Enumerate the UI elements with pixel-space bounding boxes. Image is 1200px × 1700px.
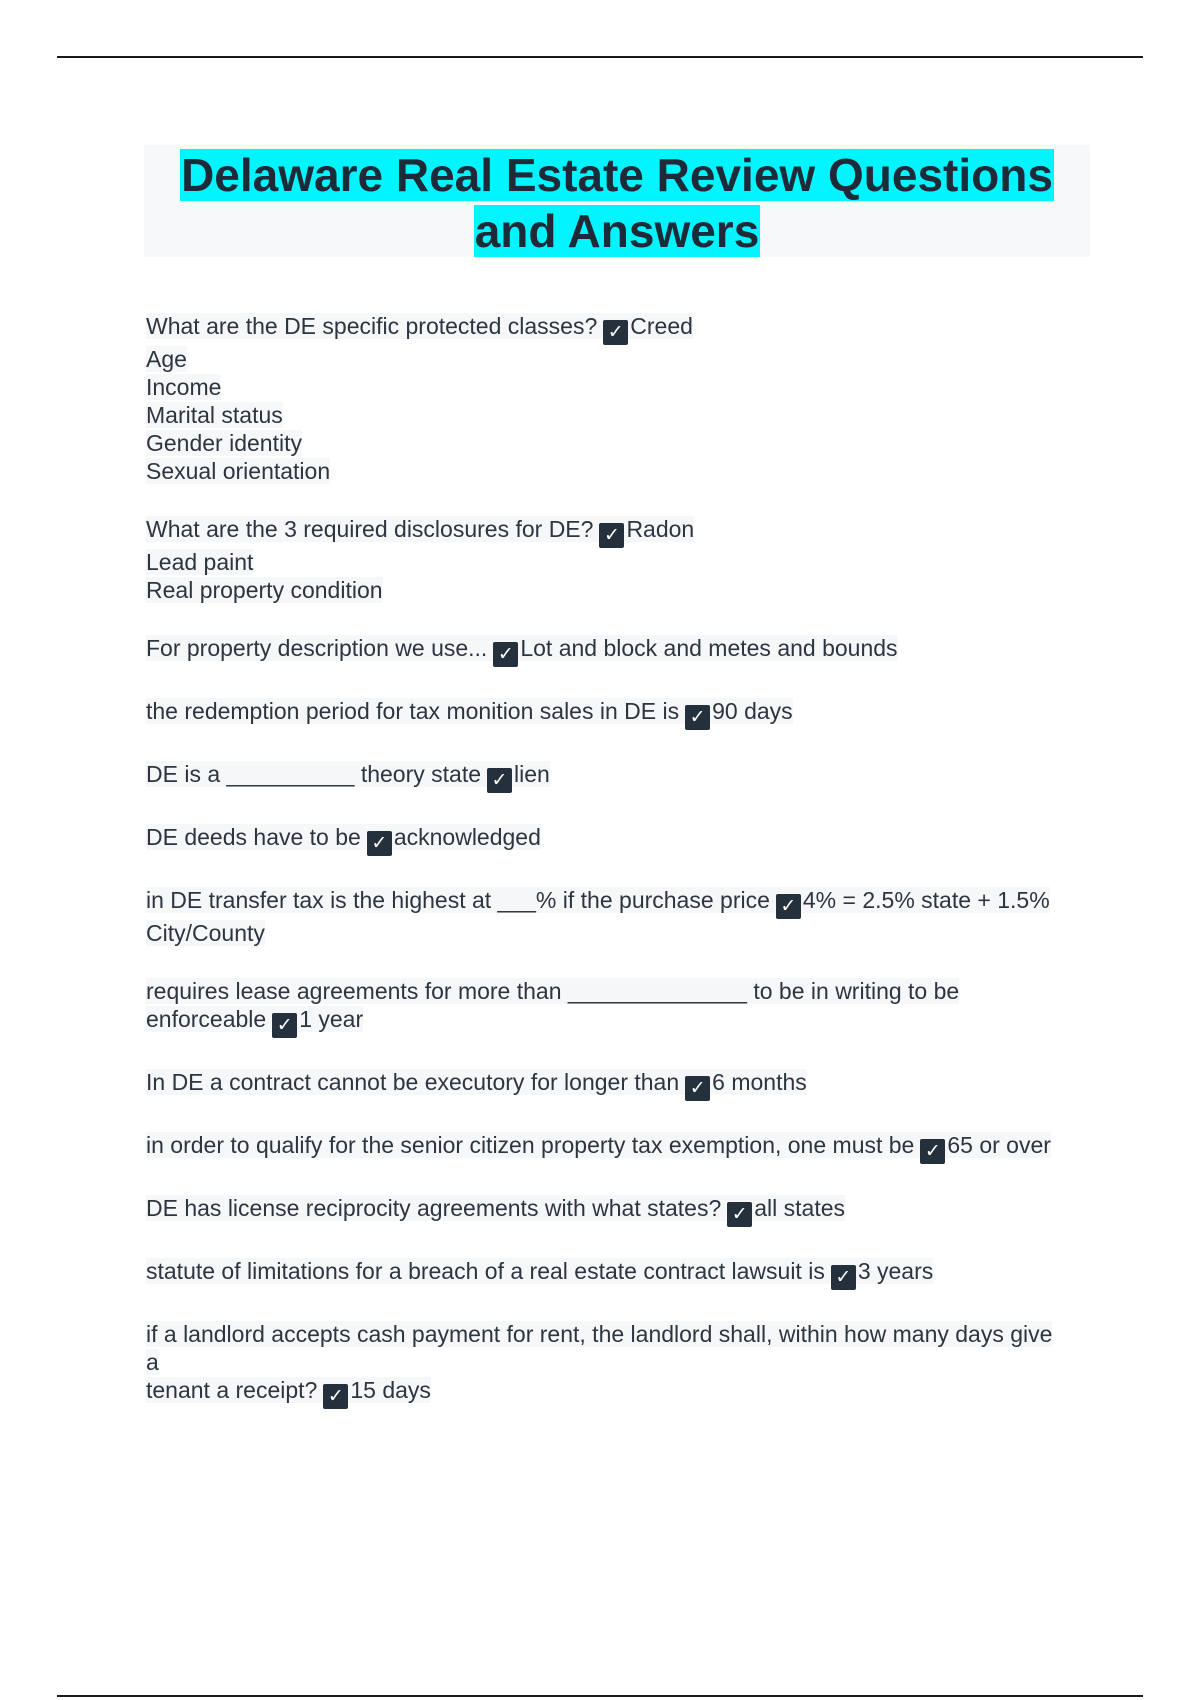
- qa-item: [146, 760, 1058, 793]
- answer-line: Age: [146, 346, 187, 372]
- qa-line: [146, 313, 693, 343]
- answer-text: Creed: [630, 313, 693, 339]
- question-text: requires lease agreements for more than ______________ to be in writing to be enforceable: [146, 978, 960, 1032]
- answer-line: Gender identity: [146, 430, 302, 456]
- page-title: [144, 145, 1090, 259]
- checkmark-icon: ✓: [831, 1265, 856, 1290]
- qa-item: [146, 634, 1058, 667]
- qa-list: [146, 312, 1058, 1439]
- question-text: In DE a contract cannot be executory for longer than: [146, 1069, 680, 1095]
- answer-text: all states: [754, 1195, 846, 1221]
- top-rule: [57, 56, 1143, 58]
- qa-line: [146, 887, 1050, 946]
- question-line: if a landlord accepts cash payment for rent, the landlord shall, within how many days give a: [146, 1321, 1053, 1375]
- qa-item: [146, 1131, 1058, 1164]
- checkmark-icon: ✓: [776, 894, 801, 919]
- bottom-rule: [57, 1695, 1143, 1697]
- qa-line: [146, 978, 960, 1036]
- answer-line: Marital status: [146, 402, 283, 428]
- qa-line: [146, 824, 541, 854]
- answer-text: Lot and block and metes and bounds: [520, 635, 898, 661]
- checkmark-icon: ✓: [323, 1384, 348, 1409]
- answer-text: Radon: [626, 516, 695, 542]
- checkmark-icon: ✓: [685, 705, 710, 730]
- checkmark-icon: ✓: [603, 320, 628, 345]
- qa-line: [146, 761, 550, 791]
- answer-text: 3 years: [857, 1258, 934, 1284]
- answer-line: Income: [146, 374, 222, 400]
- qa-item: [146, 1320, 1058, 1409]
- question-text: tenant a receipt?: [146, 1377, 318, 1403]
- checkmark-icon: ✓: [272, 1013, 297, 1038]
- qa-line: [146, 1377, 431, 1407]
- qa-item: [146, 312, 1058, 485]
- qa-item: [146, 515, 1058, 604]
- qa-item: [146, 697, 1058, 730]
- title-text: Delaware Real Estate Review Questions and Answers: [181, 149, 1053, 257]
- qa-line: [146, 1132, 1051, 1162]
- answer-text: lien: [514, 761, 550, 787]
- qa-item: [146, 977, 1058, 1038]
- question-text: DE deeds have to be: [146, 824, 361, 850]
- qa-item: [146, 1194, 1058, 1227]
- checkmark-icon: ✓: [367, 831, 392, 856]
- checkmark-icon: ✓: [685, 1076, 710, 1101]
- qa-item: [146, 886, 1058, 947]
- answer-line: Sexual orientation: [146, 458, 331, 484]
- qa-line: [146, 635, 898, 665]
- answer-text: 90 days: [712, 698, 793, 724]
- question-text: For property description we use...: [146, 635, 488, 661]
- answer-text: 4% = 2.5% state + 1.5% City/County: [146, 887, 1050, 946]
- qa-line: [146, 698, 793, 728]
- answer-text: acknowledged: [393, 824, 541, 850]
- question-text: the redemption period for tax monition sales in DE is: [146, 698, 680, 724]
- qa-line: [146, 1258, 934, 1288]
- answer-text: 1 year: [299, 1006, 364, 1032]
- question-text: What are the DE specific protected classes?: [146, 313, 598, 339]
- question-text: What are the 3 required disclosures for DE?: [146, 516, 594, 542]
- checkmark-icon: ✓: [599, 523, 624, 548]
- answer-text: 6 months: [712, 1069, 807, 1095]
- title-block: [144, 145, 1090, 257]
- qa-item: [146, 1257, 1058, 1290]
- checkmark-icon: ✓: [493, 642, 518, 667]
- qa-line: [146, 1195, 846, 1225]
- qa-item: [146, 1068, 1058, 1101]
- qa-line: [146, 516, 695, 546]
- question-text: DE has license reciprocity agreements with what states?: [146, 1195, 722, 1221]
- checkmark-icon: ✓: [487, 768, 512, 793]
- checkmark-icon: ✓: [920, 1139, 945, 1164]
- answer-line: Real property condition: [146, 577, 383, 603]
- answer-line: Lead paint: [146, 549, 254, 575]
- question-text: in order to qualify for the senior citizen property tax exemption, one must be: [146, 1132, 915, 1158]
- checkmark-icon: ✓: [727, 1202, 752, 1227]
- qa-item: [146, 823, 1058, 856]
- question-text: in DE transfer tax is the highest at ___% if the purchase price: [146, 887, 770, 913]
- question-text: statute of limitations for a breach of a real estate contract lawsuit is: [146, 1258, 825, 1284]
- answer-text: 15 days: [350, 1377, 431, 1403]
- question-text: DE is a __________ theory state: [146, 761, 482, 787]
- answer-text: 65 or over: [947, 1132, 1051, 1158]
- qa-line: [146, 1069, 807, 1099]
